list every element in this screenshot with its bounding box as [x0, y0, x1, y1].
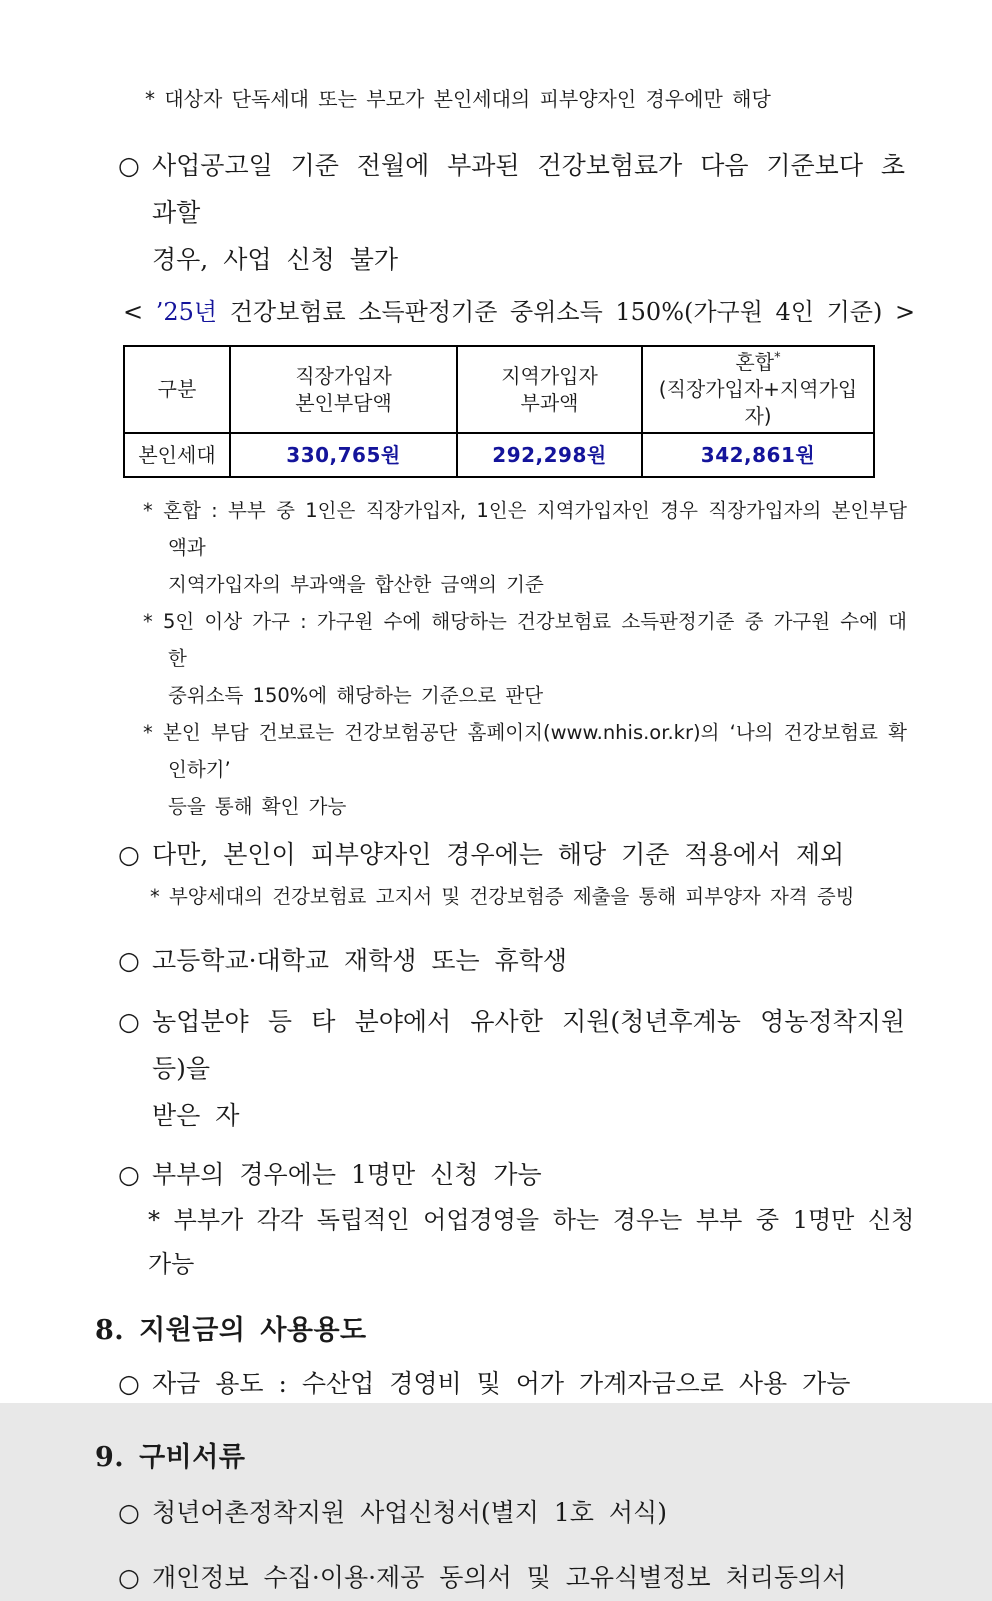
table-data-row: [124, 433, 874, 477]
bullet-application-form: [118, 1489, 905, 1536]
application-form-text: 청년어촌정착지원 사업신청서(별지 1호 서식): [152, 1498, 667, 1527]
header-regional: [457, 346, 642, 433]
footnote-five-members-line2: 중위소득 150%에 해당하는 기준으로 판단: [168, 684, 544, 707]
header-mixed-line2: (직장가입자+지역가입자): [658, 377, 858, 428]
header-mixed-asterisk: *: [774, 350, 781, 366]
circle-bullet-icon: ○: [118, 151, 140, 180]
header-workplace-line2: 본인부담액: [295, 390, 392, 415]
header-mixed-line1: [647, 349, 869, 376]
circle-bullet-icon: ○: [118, 840, 140, 869]
header-mixed-label: 혼합: [735, 350, 775, 374]
value-workplace: 330,765원: [230, 433, 457, 477]
header-regional-line2: 부과액: [520, 390, 579, 415]
header-mixed: [642, 346, 874, 433]
circle-bullet-icon: ○: [118, 1563, 140, 1592]
footnote-five-members-line1: * 5인 이상 가구 : 가구원 수에 해당하는 건강보험료 소득판정기준 중 가구원 수에 대한: [143, 610, 907, 670]
note-dependent-household: * 대상자 단독세대 또는 부모가 본인세대의 피부양자인 경우에만 해당: [145, 87, 771, 111]
agriculture-line1: 농업분야 등 타 분야에서 유사한 지원(청년후계농 영농정착지원 등)을: [152, 1007, 905, 1083]
header-regional-line1: 지역가입자: [501, 363, 598, 388]
footnote-mixed-line1: * 혼합 : 부부 중 1인은 직장가입자, 1인은 지역가입자인 경우 직장가입자의 본인부담액과: [143, 499, 907, 559]
footnote-nhis-line1: * 본인 부담 건보료는 건강보험공단 홈페이지(www.nhis.or.kr)의 ‘나의 건강보험료 확인하기’: [143, 721, 907, 781]
bullet-students: [118, 937, 905, 984]
couple-rule-text: 부부의 경우에는 1명만 신청 가능: [152, 1160, 542, 1189]
circle-bullet-icon: ○: [118, 1498, 140, 1527]
section-9-heading: 9. 구비서류: [95, 1442, 246, 1473]
dependent-exclusion-text: 다만, 본인이 피부양자인 경우에는 해당 기준 적용에서 제외: [152, 840, 845, 869]
premium-intro-line2: 경우, 사업 신청 불가: [152, 245, 398, 274]
bullet-premium-criteria: [118, 142, 905, 283]
premium-intro-line1: 사업공고일 기준 전월에 부과된 건강보험료가 다음 기준보다 초과할: [152, 151, 905, 227]
agriculture-line2: 받은 자: [152, 1101, 240, 1130]
section-8-heading: 8. 지원금의 사용용도: [95, 1315, 367, 1346]
table-title-rest: 건강보험료 소득판정기준 중위소득 150%(가구원 4인 기준) >: [217, 298, 916, 326]
value-mixed: 342,861원: [642, 433, 874, 477]
bullet-couple-rule: [118, 1151, 905, 1198]
income-criteria-table: [123, 345, 875, 478]
footnote-nhis-line2: 등을 통해 확인 가능: [168, 795, 347, 818]
students-text: 고등학교·대학교 재학생 또는 휴학생: [152, 946, 568, 975]
header-category: 구분: [124, 346, 230, 433]
circle-bullet-icon: ○: [118, 1369, 140, 1398]
privacy-consent-text: 개인정보 수집·이용·제공 동의서 및 고유식별정보 처리동의서: [152, 1563, 847, 1592]
table-header-row: [124, 346, 874, 433]
circle-bullet-icon: ○: [118, 1160, 140, 1189]
value-regional: 292,298원: [457, 433, 642, 477]
circle-bullet-icon: ○: [118, 946, 140, 975]
table-title-open: <: [123, 298, 156, 326]
footnote-mixed-line2: 지역가입자의 부과액을 합산한 금액의 기준: [168, 573, 544, 596]
note-couple-independent: * 부부가 각각 독립적인 어업경영을 하는 경우는 부부 중 1명만 신청 가능: [148, 1206, 915, 1278]
bullet-agriculture-support: [118, 998, 905, 1139]
bullet-fund-usage: [118, 1360, 905, 1407]
table-title-year: ’25년: [155, 298, 218, 326]
fund-usage-text: 자금 용도 : 수산업 경영비 및 어가 가계자금으로 사용 가능: [152, 1369, 851, 1398]
bullet-privacy-consent: [118, 1554, 905, 1601]
bullet-dependent-exclusion: [118, 831, 905, 878]
table-footnotes: [143, 492, 907, 825]
row-label: 본인세대: [124, 433, 230, 477]
header-workplace-line1: 직장가입자: [295, 363, 392, 388]
table-title: [123, 297, 916, 327]
header-workplace: [230, 346, 457, 433]
circle-bullet-icon: ○: [118, 1007, 140, 1036]
note-dependent-proof: * 부양세대의 건강보험료 고지서 및 건강보험증 제출을 통해 피부양자 자격 증빙: [150, 885, 855, 908]
